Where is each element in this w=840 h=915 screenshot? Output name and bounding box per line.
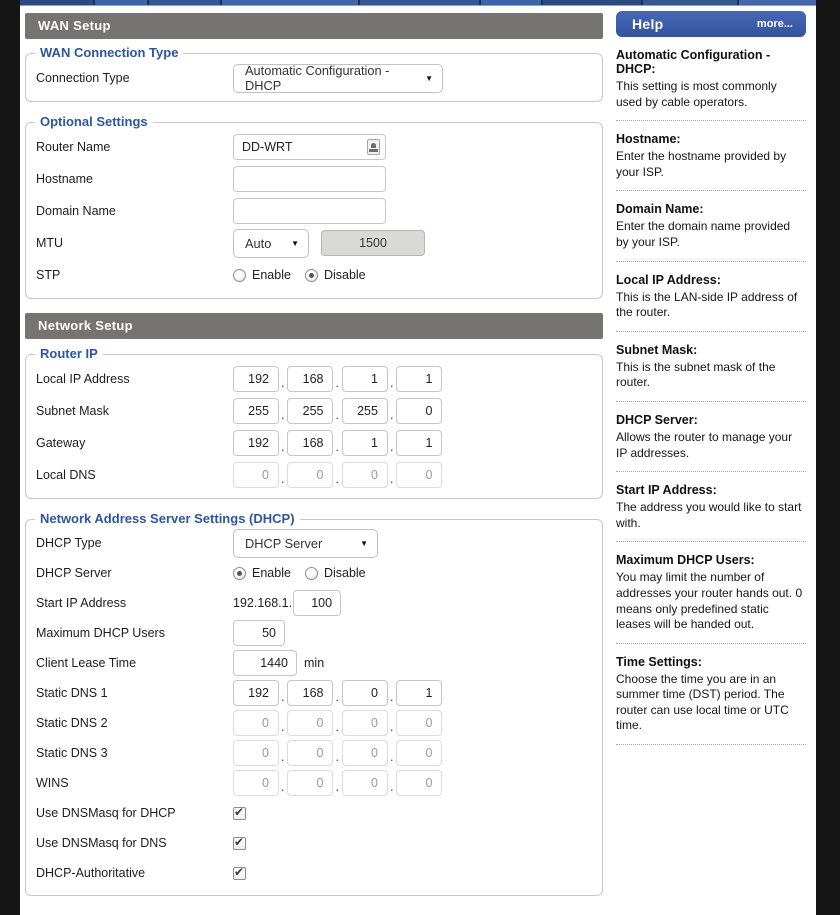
ip-octet-input[interactable] <box>342 462 388 488</box>
wins-row: WINS 0 . 0 . 0 . 0 <box>36 768 592 798</box>
ip-octet-input[interactable] <box>396 680 442 706</box>
nav-tab-segment[interactable] <box>543 0 641 5</box>
ip-octet-input[interactable] <box>287 740 333 766</box>
connection-type-select[interactable] <box>233 64 443 93</box>
static-dns3-row: Static DNS 3 0 . 0 . 0 . 0 <box>36 738 592 768</box>
help-item-text: Enter the domain name provided by your ISP. <box>616 219 791 249</box>
mtu-label: MTU <box>36 236 64 250</box>
help-header <box>616 11 806 37</box>
ip-octet-input[interactable] <box>396 710 442 736</box>
help-item <box>616 413 806 472</box>
wan-connection-type-fieldset <box>25 46 603 102</box>
dnsmasq-dhcp-row <box>36 798 592 828</box>
ip-octet-input[interactable] <box>287 366 333 392</box>
divider <box>616 471 806 472</box>
ip-octet-input[interactable] <box>342 398 388 424</box>
ip-octet-input[interactable] <box>396 366 442 392</box>
stp-label: STP <box>36 268 61 282</box>
ip-octet-input[interactable] <box>287 430 333 456</box>
dhcp-server-disable-label: Disable <box>323 566 366 580</box>
help-item <box>616 553 806 643</box>
ip-octet-input[interactable] <box>396 740 442 766</box>
connection-type-label: Connection Type <box>36 71 130 85</box>
ip-octet-input[interactable] <box>396 430 442 456</box>
stp-enable-radio[interactable] <box>233 269 246 282</box>
connection-type-value: Automatic Configuration - DHCP <box>245 63 390 93</box>
domain-name-label: Domain Name <box>36 204 116 218</box>
start-ip-row <box>36 588 592 618</box>
ip-octet-input[interactable] <box>233 430 279 456</box>
ip-octet-input[interactable] <box>233 740 279 766</box>
wan-setup-header: WAN Setup <box>25 13 603 39</box>
help-item-text: This setting is most commonly used by cable operators. <box>616 79 777 109</box>
static-dns1-label: Static DNS 1 <box>36 686 108 700</box>
help-item-text: This is the subnet mask of the router. <box>616 359 776 390</box>
ip-octet-input[interactable] <box>287 462 333 488</box>
ip-octet-input[interactable] <box>342 430 388 456</box>
check-icon: ✔ <box>234 834 245 849</box>
dnsmasq-dns-checkbox[interactable] <box>233 834 246 850</box>
gateway-row: Gateway 192 . 168 . 1 . 1 <box>36 427 592 459</box>
ip-octet-input[interactable] <box>396 770 442 796</box>
start-ip-prefix: 192.168.1. <box>233 596 293 610</box>
ip-octet-input[interactable] <box>233 680 279 706</box>
dhcp-authoritative-checkbox[interactable] <box>233 864 246 880</box>
dhcp-server-row <box>36 558 592 588</box>
divider <box>616 401 806 402</box>
divider <box>616 643 806 644</box>
router-name-label: Router Name <box>36 140 111 154</box>
ip-octet-input[interactable] <box>396 398 442 424</box>
ip-octet-input[interactable] <box>342 770 388 796</box>
divider <box>616 190 806 191</box>
dhcp-type-value: DHCP Server <box>245 535 323 551</box>
static-dns1-row: Static DNS 1 192 . 168 . 0 . 1 <box>36 678 592 708</box>
help-item-heading: Automatic Configuration - DHCP: <box>616 48 771 76</box>
help-item-heading: DHCP Server: <box>616 412 698 427</box>
dhcp-authoritative-label: DHCP-Authoritative <box>36 866 146 880</box>
ip-octet-input[interactable] <box>287 680 333 706</box>
divider <box>616 541 806 542</box>
max-dhcp-users-input[interactable] <box>233 620 285 646</box>
dhcp-type-label: DHCP Type <box>36 536 102 550</box>
dhcp-server-label: DHCP Server <box>36 566 112 580</box>
chevron-down-icon: ▼ <box>425 73 433 83</box>
dhcp-server-enable-radio[interactable] <box>233 567 246 580</box>
ip-octet-input[interactable] <box>233 770 279 796</box>
stp-disable-label: Disable <box>323 268 366 282</box>
subnet-mask-row: Subnet Mask 255 . 255 . 255 . 0 <box>36 395 592 427</box>
ip-octet-input[interactable] <box>233 366 279 392</box>
start-ip-label: Start IP Address <box>36 596 127 610</box>
help-item-heading: Subnet Mask: <box>616 342 698 357</box>
chevron-down-icon: ▼ <box>360 538 368 548</box>
check-icon: ✔ <box>234 864 245 879</box>
client-lease-input[interactable] <box>233 650 297 676</box>
dhcp-type-select[interactable] <box>233 529 378 558</box>
max-dhcp-users-label: Maximum DHCP Users <box>36 626 165 640</box>
help-item <box>616 483 806 542</box>
start-ip-input[interactable] <box>293 590 341 616</box>
help-item-heading: Hostname: <box>616 132 681 147</box>
nav-tab-segment[interactable] <box>739 0 816 5</box>
help-item-text: Allows the router to manage your IP addresses. <box>616 429 793 460</box>
wan-connection-type-legend: WAN Connection Type <box>40 45 179 60</box>
nav-tab-segment[interactable] <box>149 0 220 5</box>
dhcp-type-row <box>36 528 592 558</box>
help-item-heading: Start IP Address: <box>616 483 717 498</box>
router-name-row <box>36 131 592 163</box>
static-dns3-label: Static DNS 3 <box>36 746 108 760</box>
nav-tab-segment[interactable] <box>481 0 541 5</box>
hostname-input[interactable] <box>233 166 386 192</box>
ip-octet-input[interactable] <box>287 710 333 736</box>
hostname-row <box>36 163 592 195</box>
nav-tab-segment[interactable] <box>222 0 358 5</box>
gateway-label: Gateway <box>36 436 86 450</box>
router-name-input[interactable] <box>233 134 386 160</box>
nav-tabs-strip[interactable] <box>20 0 816 6</box>
help-item-text: This is the LAN-side IP address of the router. <box>616 289 798 320</box>
mtu-select[interactable] <box>233 229 309 258</box>
network-setup-header: Network Setup <box>25 313 603 339</box>
ip-octet-input[interactable] <box>233 462 279 488</box>
page-gutter-right <box>816 0 840 915</box>
divider <box>616 261 806 262</box>
hostname-label: Hostname <box>36 172 93 186</box>
help-item-text: Enter the hostname provided by your ISP. <box>616 149 787 179</box>
help-item <box>616 132 806 191</box>
nav-tab-segment[interactable] <box>95 0 147 5</box>
dnsmasq-dhcp-label: Use DNSMasq for DHCP <box>36 806 176 820</box>
connection-type-row <box>36 62 592 94</box>
help-item-heading: Domain Name: <box>616 202 704 217</box>
chevron-down-icon: ▼ <box>291 238 299 248</box>
help-item <box>616 48 806 121</box>
stp-enable-label: Enable <box>252 268 291 282</box>
stp-disable-radio[interactable] <box>305 269 318 282</box>
stp-row <box>36 259 592 291</box>
help-item-heading: Local IP Address: <box>616 272 721 287</box>
help-more-link[interactable]: more... <box>756 18 793 30</box>
dnsmasq-dns-label: Use DNSMasq for DNS <box>36 836 167 850</box>
dhcp-settings-fieldset <box>25 512 603 896</box>
router-ip-fieldset <box>25 347 603 499</box>
ip-octet-input[interactable] <box>342 740 388 766</box>
help-item <box>616 343 806 402</box>
nav-tab-segment[interactable] <box>360 0 479 5</box>
help-item <box>616 202 806 261</box>
ip-octet-input[interactable] <box>342 710 388 736</box>
help-item-text: You may limit the number of addresses your router hands out. 0 means only predefined static leases will be handed out. <box>616 570 803 632</box>
autofill-icon[interactable] <box>367 139 380 155</box>
router-ip-legend: Router IP <box>40 346 98 361</box>
optional-settings-legend: Optional Settings <box>40 114 148 129</box>
help-item-heading: Maximum DHCP Users: <box>616 553 755 568</box>
static-dns2-label: Static DNS 2 <box>36 716 108 730</box>
dnsmasq-dhcp-checkbox[interactable] <box>233 804 246 820</box>
dhcp-authoritative-row <box>36 858 592 888</box>
help-item-text: The address you would like to start with. <box>616 500 802 530</box>
help-item <box>616 655 806 745</box>
local-dns-label: Local DNS <box>36 468 96 482</box>
check-icon: ✔ <box>234 804 245 819</box>
ip-octet-input[interactable] <box>396 462 442 488</box>
divider <box>616 744 806 745</box>
local-dns-row: Local DNS 0 . 0 . 0 . 0 <box>36 459 592 491</box>
wins-label: WINS <box>36 776 69 790</box>
ip-octet-input[interactable] <box>342 680 388 706</box>
ip-octet-input[interactable] <box>233 710 279 736</box>
divider <box>616 120 806 121</box>
mtu-size-input <box>321 230 425 256</box>
dhcp-server-disable-radio[interactable] <box>305 567 318 580</box>
optional-settings-fieldset <box>25 115 603 299</box>
ip-octet-input[interactable] <box>287 398 333 424</box>
mtu-select-value: Auto <box>245 235 272 251</box>
page-gutter-left <box>0 0 20 915</box>
static-dns2-row: Static DNS 2 0 . 0 . 0 . 0 <box>36 708 592 738</box>
mtu-row <box>36 227 592 259</box>
dhcp-settings-legend: Network Address Server Settings (DHCP) <box>40 511 295 526</box>
ip-octet-input[interactable] <box>287 770 333 796</box>
nav-tab-segment[interactable] <box>643 0 737 5</box>
domain-name-row <box>36 195 592 227</box>
dnsmasq-dns-row <box>36 828 592 858</box>
content-area <box>20 0 816 915</box>
help-title: Help <box>632 16 664 32</box>
client-lease-label: Client Lease Time <box>36 656 137 670</box>
client-lease-row <box>36 648 592 678</box>
help-item-heading: Time Settings: <box>616 654 702 669</box>
help-item-text: Choose the time you are in an summer time (DST) period. The router can use local time or UTC time. <box>616 671 789 733</box>
dhcp-server-enable-label: Enable <box>252 566 291 580</box>
ip-octet-input[interactable] <box>233 398 279 424</box>
local-ip-address-row: Local IP Address 192 . 168 . 1 . 1 <box>36 363 592 395</box>
help-item <box>616 273 806 332</box>
max-dhcp-users-row <box>36 618 592 648</box>
local-ip-address-label: Local IP Address <box>36 372 130 386</box>
domain-name-input[interactable] <box>233 198 386 224</box>
ip-octet-input[interactable] <box>342 366 388 392</box>
subnet-mask-label: Subnet Mask <box>36 404 109 418</box>
client-lease-unit: min <box>304 656 325 670</box>
divider <box>616 331 806 332</box>
nav-tab-segment[interactable] <box>20 0 93 5</box>
